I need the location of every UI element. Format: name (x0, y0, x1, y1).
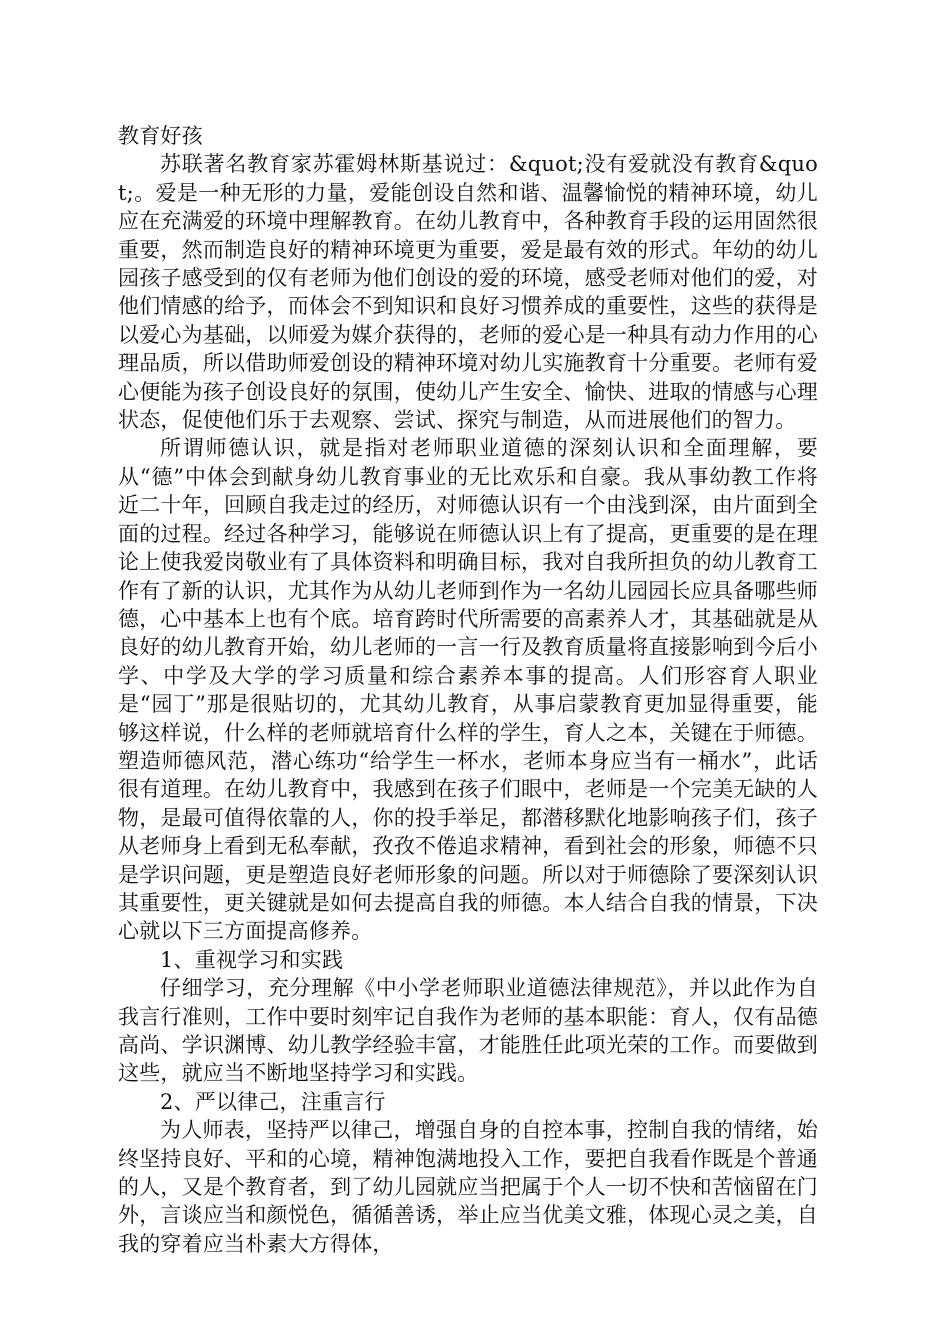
paragraph-teacher-ethics: 所谓师德认识，就是指对老师职业道德的深刻认识和全面理解，要从“德”中体会到献身幼儿教育事业的无比欢乐和自豪。我从事幼教工作将近二十年，回顾自我走过的经历，对师德认识有一个由浅到深，由片面到全面的过程。经过各种学习，能够说在师德认识上有了提高，更重要的是在理论上使我爱岗敬业有了具体资料和明确目标，我对自我所担负的幼儿教育工作有了新的认识，尤其作为从幼儿老师到作为一名幼儿园园长应具备哪些师德，心中基本上也有个底。培育跨时代所需要的高素养人才，其基础就是从良好的幼儿教育开始，幼儿老师的一言一行及教育质量将直接影响到今后小学、中学及大学的学习质量和综合素养本事的提高。人们形容育人职业是“园丁”那是很贴切的，尤其幼儿教育，从事启蒙教育更加显得重要，能够这样说，什么样的老师就培育什么样的学生，育人之本，关键在于师德。塑造师德风范，潜心练功“给学生一杯水，老师本身应当有一桶水”，此话很有道理。在幼儿教育中，我感到在孩子们眼中，老师是一个完美无缺的人物，是最可值得依靠的人，你的投手举足，都潜移默化地影响孩子们，孩子从老师身上看到无私奉献，孜孜不倦追求精神，看到社会的形象，师德不只是学识问题，更是塑造良好老师形象的问题。所以对于师德除了要深刻认识其重要性，更关键就是如何去提高自我的师德。本人结合自我的情景，下决心就以下三方面提高修养。 (118, 436, 818, 944)
section-heading-self-discipline: 2、严以律己，注重言行 (160, 1089, 386, 1114)
paragraph-self-discipline: 为人师表，坚持严以律己，增强自身的自控本事，控制自我的情绪，始终坚持良好、平和的心境，精神饱满地投入工作，要把自我看作既是个普通的人，又是个教育者，到了幼儿园就应当把属于个人一切不快和苦恼留在门外，言谈应当和颜悦色，循循善诱，举止应当优美文雅，体现心灵之美，自我的穿着应当朴素大方得体， (118, 1118, 818, 1256)
paragraph-love-education: 苏联著名教育家苏霍姆林斯基说过：&quot;没有爱就没有教育&quot;。爱是一种无形的力量，爱能创设自然和谐、温馨愉悦的精神环境，幼儿应在充满爱的环境中理解教育。在幼儿教育中，各种教育手段的运用固然很重要，然而制造良好的精神环境更为重要，爱是最有效的形式。年幼的幼儿园孩子感受到的仅有老师为他们创设的爱的环境，感受老师对他们的爱，对他们情感的给予，而体会不到知识和良好习惯养成的重要性，这些的获得是以爱心为基础，以师爱为媒介获得的，老师的爱心是一种具有动力作用的心理品质，所以借助师爱创设的精神环境对幼儿实施教育十分重要。老师有爱心便能为孩子创设良好的氛围，使幼儿产生安全、愉快、进取的情感与心理状态，促使他们乐于去观察、尝试、探究与制造，从而进展他们的智力。 (118, 152, 818, 433)
section-heading-study-practice: 1、重视学习和实践 (160, 947, 344, 972)
document-body (118, 122, 818, 1258)
paragraph-study-practice: 仔细学习，充分理解《中小学老师职业道德法律规范》，并以此作为自我言行准则，工作中要时刻牢记自我作为老师的基本职能：育人，仅有品德高尚、学识渊博、幼儿教学经验丰富，才能胜任此项光荣的工作。而要做到这些，就应当不断地坚持学习和实践。 (118, 976, 818, 1086)
document-title: 教育好孩 (118, 124, 203, 148)
